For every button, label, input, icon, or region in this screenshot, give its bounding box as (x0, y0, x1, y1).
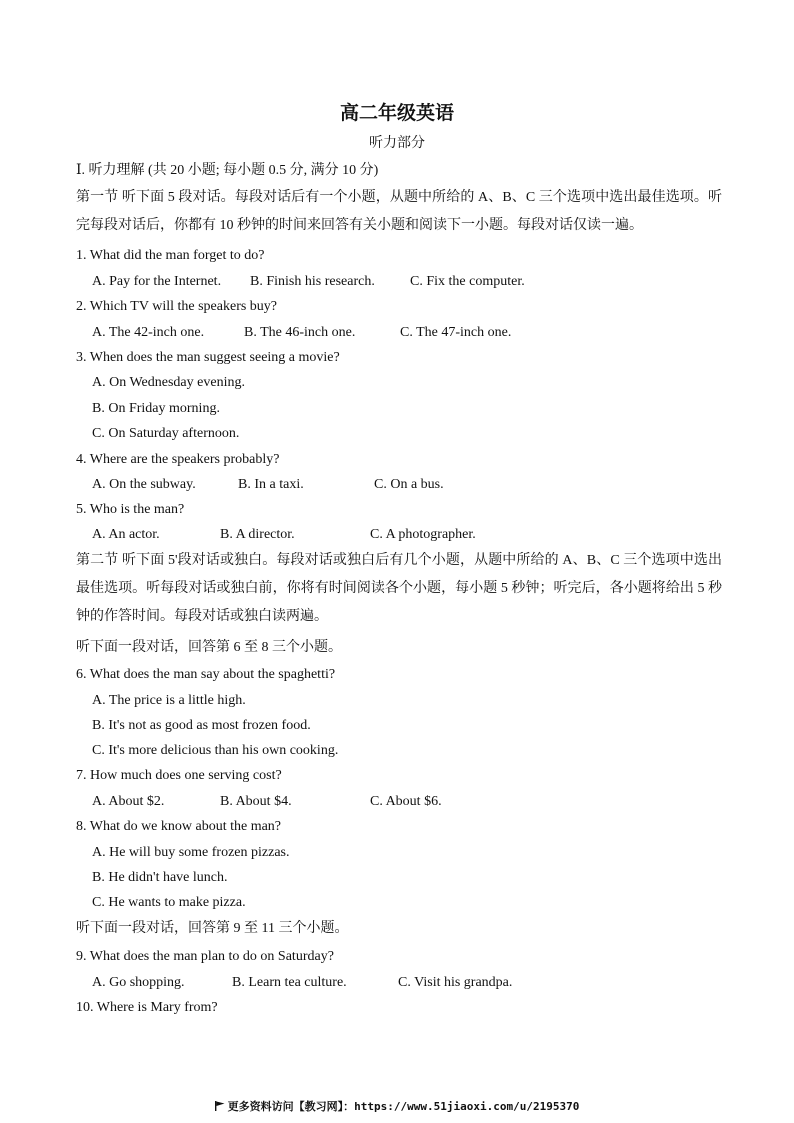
page-title: 高二年级英语 (339, 103, 454, 124)
q4-option-a: A. On the subway. (92, 477, 196, 492)
q6-option-c: C. It's more delicious than his own cooking. (92, 743, 339, 758)
q6-option-a: A. The price is a little high. (92, 693, 246, 708)
q8-option-a: A. He will buy some frozen pizzas. (92, 845, 290, 860)
q5-option-a: A. An actor. (92, 527, 160, 542)
q5-option-b: B. A director. (220, 527, 295, 542)
question-3: 3. When does the man suggest seeing a movie? (76, 350, 340, 365)
q9-option-c: C. Visit his grandpa. (398, 975, 513, 990)
q8-option-b: B. He didn't have lunch. (92, 870, 228, 885)
section2-instructions: 第二节 听下面 5'段对话或独白。每段对话或独白后有几个小题，从题中所给的 A、B、C 三个选项中选出最佳选项。听每段对话或独白前，你将有时间阅读各个小题，每小题 5 秒钟；听完后，各小题将给出 5 秒钟的作答时间。每段对话或独白读两遍。 (76, 553, 722, 624)
section1-instructions: 第一节 听下面 5 段对话。每段对话后有一个小题，从题中所给的 A、B、C 三个选项中选出最佳选项。听完每段对话后，你都有 10 秒钟的时间来回答有关小题和阅读下一小题。每段对话仅读一遍。 (76, 190, 722, 233)
question-7: 7. How much does one serving cost? (76, 768, 282, 783)
footer-banner (0, 1098, 794, 1114)
q2-option-b: B. The 46-inch one. (244, 325, 356, 340)
q9-option-a: A. Go shopping. (92, 975, 185, 990)
question-8: 8. What do we know about the man? (76, 819, 282, 834)
question-9: 9. What does the man plan to do on Saturday? (76, 949, 334, 964)
q4-option-c: C. On a bus. (374, 477, 444, 492)
q8-option-c: C. He wants to make pizza. (92, 895, 246, 910)
q4-option-b: B. In a taxi. (238, 477, 304, 492)
q6-option-b: B. It's not as good as most frozen food. (92, 718, 311, 733)
group1-intro: 听下面一段对话，回答第 6 至 8 三个小题。 (76, 640, 342, 655)
q1-option-b: B. Finish his research. (250, 274, 375, 289)
q3-option-c: C. On Saturday afternoon. (92, 426, 240, 441)
q2-option-c: C. The 47-inch one. (400, 325, 512, 340)
q7-option-c: C. About $6. (370, 794, 442, 809)
q1-option-c: C. Fix the computer. (410, 274, 525, 289)
q3-option-a: A. On Wednesday evening. (92, 375, 245, 390)
question-1: 1. What did the man forget to do? (76, 248, 265, 263)
footer-link[interactable]: 更多资料访问【教习网】：https://www.51jiaoxi.com/u/2195370 (227, 1100, 580, 1113)
question-2: 2. Which TV will the speakers buy? (76, 299, 278, 314)
q1-option-a: A. Pay for the Internet. (92, 274, 222, 289)
question-4: 4. Where are the speakers probably? (76, 452, 280, 467)
question-5: 5. Who is the man? (76, 502, 185, 517)
q2-option-a: A. The 42-inch one. (92, 325, 205, 340)
group2-intro: 听下面一段对话，回答第 9 至 11 三个小题。 (76, 921, 349, 936)
part-heading: Ⅰ. 听力理解 (共 20 小题; 每小题 0.5 分, 满分 10 分) (76, 163, 379, 178)
q5-option-c: C. A photographer. (370, 527, 476, 542)
q7-option-b: B. About $4. (220, 794, 292, 809)
question-10: 10. Where is Mary from? (76, 1000, 218, 1015)
question-6: 6. What does the man say about the spaghetti? (76, 667, 336, 682)
q7-option-a: A. About $2. (92, 794, 165, 809)
q3-option-b: B. On Friday morning. (92, 401, 220, 416)
q9-option-b: B. Learn tea culture. (232, 975, 347, 990)
section-subtitle: 听力部分 (369, 136, 425, 151)
flag-icon (215, 1101, 225, 1111)
